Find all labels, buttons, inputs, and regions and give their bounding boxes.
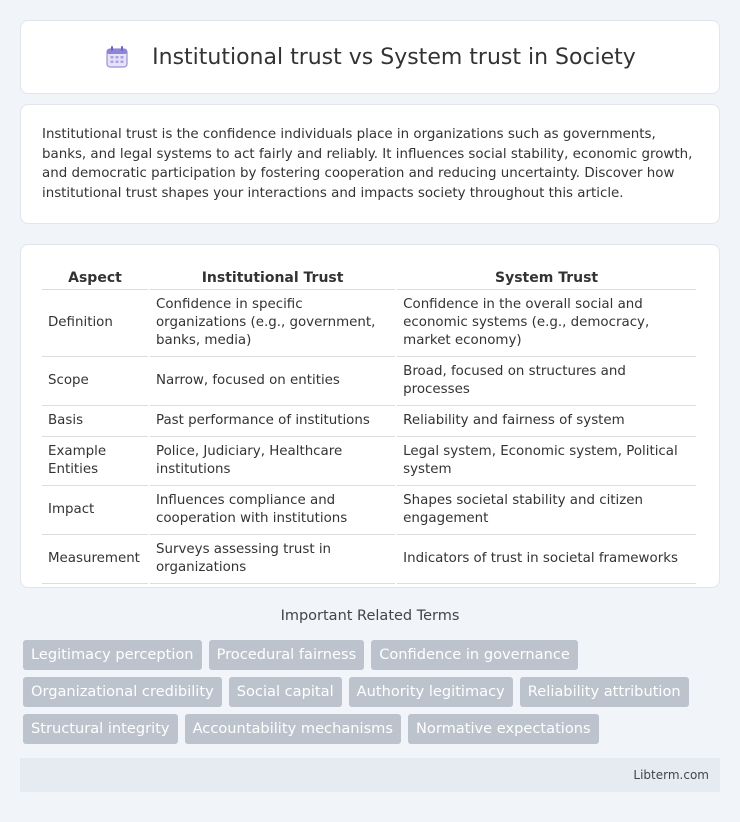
table-row <box>42 290 696 357</box>
table-cell: Surveys assessing trust in organizations <box>150 535 395 584</box>
table-cell: Impact <box>42 486 148 535</box>
table-cell: Police, Judiciary, Healthcare institutions <box>150 437 395 486</box>
related-term-tag[interactable]: Normative expectations <box>408 714 599 744</box>
table-cell: Broad, focused on structures and processes <box>397 357 696 406</box>
related-terms-title: Important Related Terms <box>280 608 460 624</box>
related-term-tag[interactable]: Accountability mechanisms <box>185 714 401 744</box>
table-row <box>42 406 696 437</box>
table-cell: Past performance of institutions <box>150 406 395 437</box>
column-header-aspect: Aspect <box>42 265 148 290</box>
table-cell: Legal system, Economic system, Political system <box>397 437 696 486</box>
table-cell: Measurement <box>42 535 148 584</box>
table-cell: Basis <box>42 406 148 437</box>
related-terms-list <box>23 640 723 744</box>
table-cell: Confidence in specific organizations (e.g., government, banks, media) <box>150 290 395 357</box>
related-term-tag[interactable]: Reliability attribution <box>520 677 689 707</box>
comparison-table <box>40 265 698 584</box>
footer <box>20 758 720 792</box>
table-cell: Narrow, focused on entities <box>150 357 395 406</box>
column-header-institutional: Institutional Trust <box>150 265 395 290</box>
table-cell: Reliability and fairness of system <box>397 406 696 437</box>
table-row <box>42 437 696 486</box>
table-cell: Example Entities <box>42 437 148 486</box>
column-header-system: System Trust <box>397 265 696 290</box>
table-row <box>42 357 696 406</box>
related-term-tag[interactable]: Structural integrity <box>23 714 178 744</box>
related-term-tag[interactable]: Procedural fairness <box>209 640 365 670</box>
table-cell: Definition <box>42 290 148 357</box>
related-term-tag[interactable]: Organizational credibility <box>23 677 222 707</box>
related-term-tag[interactable]: Authority legitimacy <box>349 677 513 707</box>
table-cell: Shapes societal stability and citizen engagement <box>397 486 696 535</box>
table-row <box>42 535 696 584</box>
header-card <box>20 20 720 94</box>
related-term-tag[interactable]: Confidence in governance <box>371 640 578 670</box>
table-header-row <box>42 265 696 290</box>
comparison-card <box>20 244 720 588</box>
intro-text: Institutional trust is the confidence individuals place in organizations such as governments, banks, and legal systems to act fairly and reliably. It influences social stability, economic growth, and democratic participation by fostering cooperation and reducing uncertainty. Discover how institutional trust shapes your interactions and impacts society throughout this article. <box>42 127 693 201</box>
related-term-tag[interactable]: Social capital <box>229 677 342 707</box>
footer-site-link[interactable]: Libterm.com <box>633 768 709 782</box>
table-cell: Scope <box>42 357 148 406</box>
calendar-icon <box>104 44 130 70</box>
intro-card <box>20 104 720 224</box>
table-cell: Influences compliance and cooperation with institutions <box>150 486 395 535</box>
table-row <box>42 486 696 535</box>
related-term-tag[interactable]: Legitimacy perception <box>23 640 202 670</box>
table-cell: Indicators of trust in societal frameworks <box>397 535 696 584</box>
page-title: Institutional trust vs System trust in Society <box>152 44 636 70</box>
table-cell: Confidence in the overall social and economic systems (e.g., democracy, market economy) <box>397 290 696 357</box>
